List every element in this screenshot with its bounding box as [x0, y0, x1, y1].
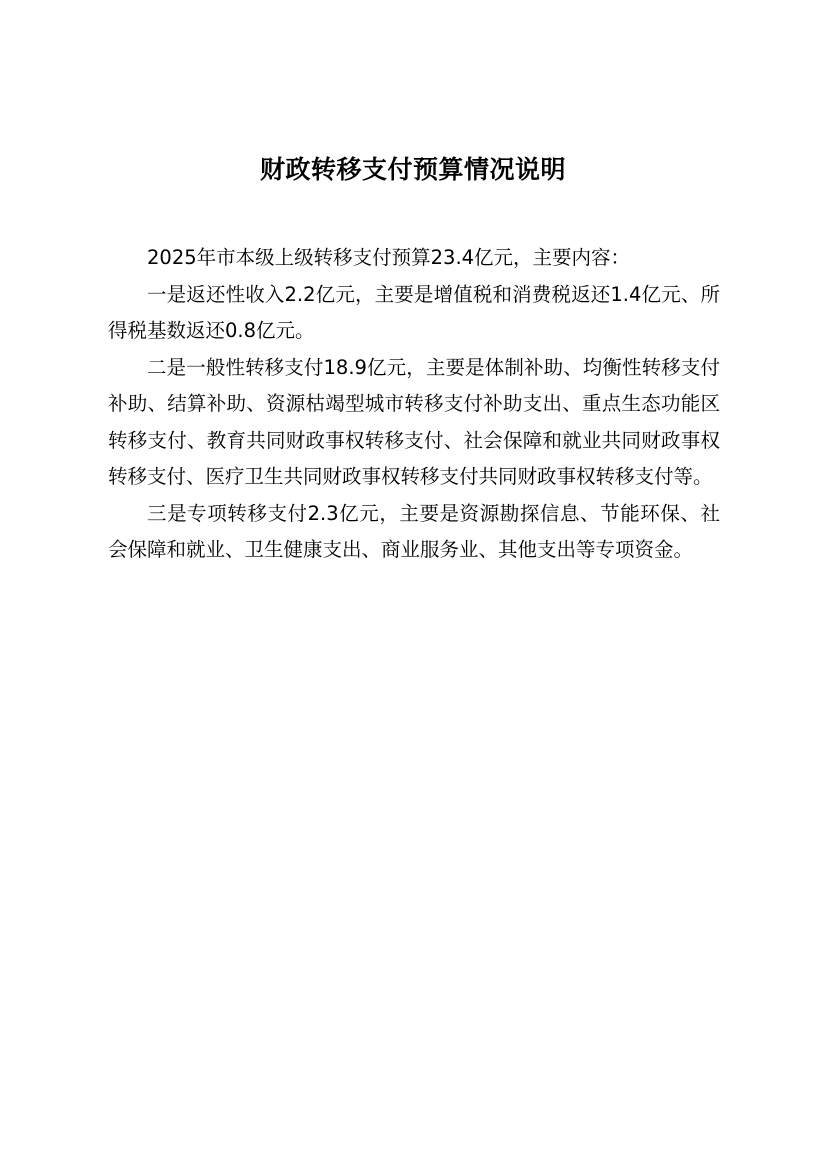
paragraph-intro: 2025年市本级上级转移支付预算23.4亿元，主要内容： [147, 246, 631, 269]
paragraph-special-transfer: 三是专项转移支付2.3亿元，主要是资源勘探信息、节能环保、社会保障和就业、卫生健康支出、商业服务业、其他支出等专项资金。 [108, 501, 720, 561]
document-body [108, 240, 720, 569]
document-title: 财政转移支付预算情况说明 [259, 155, 566, 184]
paragraph-returned-revenue: 一是返还性收入2.2亿元，主要是增值税和消费税返还1.4亿元、所得税基数返还0.8亿元。 [108, 282, 720, 342]
paragraph-general-transfer: 二是一般性转移支付18.9亿元，主要是体制补助、均衡性转移支付补助、结算补助、资源枯竭型城市转移支付补助支出、重点生态功能区转移支付、教育共同财政事权转移支付、社会保障和就业共同财政事权转移支付、医疗卫生共同财政事权转移支付共同财政事权转移支付等。 [108, 355, 720, 488]
